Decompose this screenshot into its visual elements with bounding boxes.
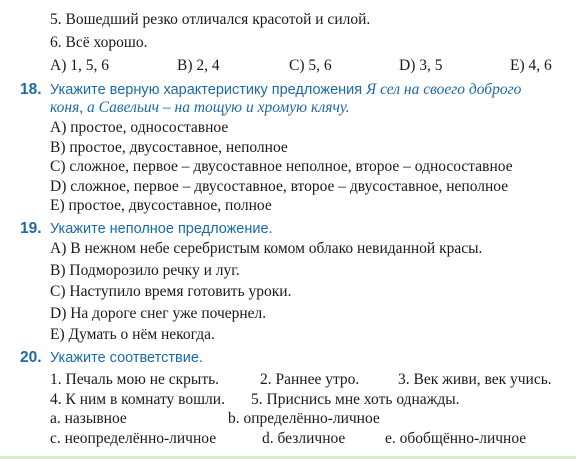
prev-answer-e: E) 4, 6 <box>510 57 552 74</box>
question-19-option-b: B) Подморозило речку и луг. <box>50 262 240 279</box>
question-20-type-d: d. безличное <box>262 430 346 447</box>
question-20-type-b: b. определённо-личное <box>228 410 380 427</box>
question-20-type-c: c. неопределённо-личное <box>50 430 217 447</box>
question-20-prompt <box>50 349 203 367</box>
question-19-option-e: E) Думать о нём некогда. <box>50 326 215 343</box>
prev-item-5: 5. Вошедший резко отличался красотой и силой. <box>50 11 371 28</box>
prev-answer-d: D) 3, 5 <box>399 57 443 74</box>
question-18-text: Укажите верную характеристику предложения <box>50 82 363 98</box>
prev-item-6: 6. Всё хорошо. <box>50 34 148 51</box>
prev-answer-b: B) 2, 4 <box>177 57 220 74</box>
question-20-item-5: 5. Приснись мне хоть однажды. <box>251 391 460 408</box>
question-20-item-4: 4. К ним в комнату вошли. <box>50 391 225 408</box>
question-18-number: 18. <box>20 81 42 98</box>
prev-answer-c: C) 5, 6 <box>289 57 332 74</box>
question-18-prompt <box>50 81 521 99</box>
question-20-item-1: 1. Печаль мою не скрыть. <box>50 371 220 388</box>
question-20-item-2: 2. Раннее утро. <box>260 371 360 388</box>
question-20-number: 20. <box>20 349 42 366</box>
question-20-type-e: e. обобщённо-личное <box>385 430 527 447</box>
question-18-example-end: коня, а Савельич – на тощую и хромую клячу. <box>50 99 350 116</box>
question-20-type-a: a. назывное <box>50 410 127 427</box>
question-20-item-3: 3. Век живи, век учись. <box>398 371 552 388</box>
question-19-text: Укажите неполное предложение. <box>50 221 273 237</box>
question-18-option-d: D) сложное, первое – двусоставное, второе – двусоставное, неполное <box>50 178 509 195</box>
question-19-prompt <box>50 220 273 238</box>
question-18-option-c: C) сложное, первое – двусоставное неполное, второе – односоставное <box>50 158 513 175</box>
question-18-option-a: A) простое, односоставное <box>50 119 229 136</box>
prev-answer-a: A) 1, 5, 6 <box>50 57 109 74</box>
question-18-example-start: Я сел на своего доброго <box>366 81 522 98</box>
question-18-option-b: B) простое, двусоставное, неполное <box>50 139 288 156</box>
question-19-option-c: C) Наступило время готовить уроки. <box>50 283 292 300</box>
question-19-number: 19. <box>20 220 42 237</box>
question-19-option-d: D) На дороге снег уже почернел. <box>50 305 267 322</box>
question-18-option-e: E) простое, двусоставное, полное <box>50 197 272 214</box>
question-20-text: Укажите соответствие. <box>50 350 203 366</box>
question-19-option-a: A) В нежном небе серебристым комом облако невиданной красы. <box>50 240 483 257</box>
